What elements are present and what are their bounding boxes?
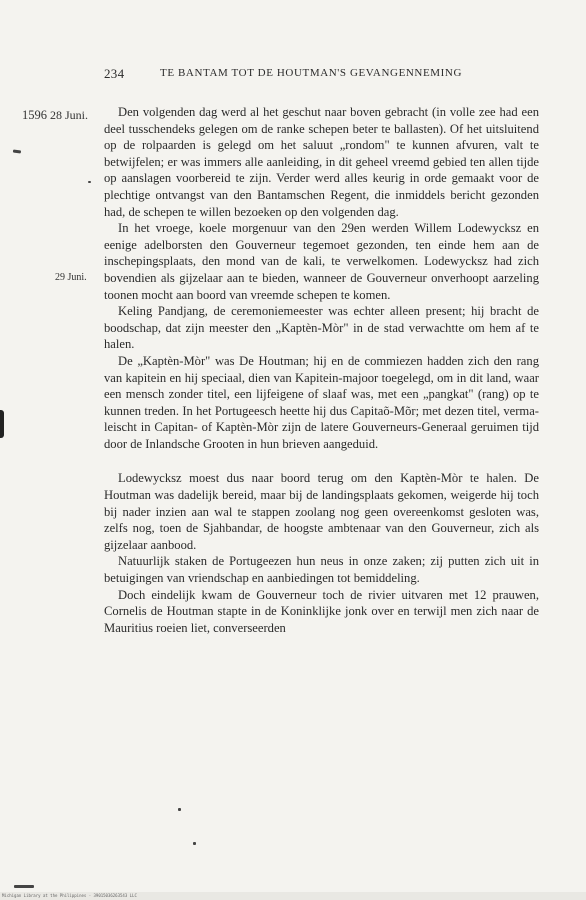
body-text [104, 104, 539, 636]
margin-note-29-june: 29 Juni. [55, 272, 87, 283]
paragraph-3: Keling Pandjang, de ceremoniemeester was echter alleen present; hij bracht de boodschap, dat zijn meester den „Kaptèn-Mòr" in de stad verwachtte om hem af te halen. [104, 304, 539, 352]
paragraph-2: In het vroege, koele morgenuur van den 29en werden Willem Lodewycksz en eenige adelborsten den Gouverneur tegemoet gezonden, ten einde hem aan de inschepingsplaats, den mond van de kali, te verwelkomen. Lodewycksz had zich bovendien als gijzelaar aan te bieden, wanneer de Gouverneur onverhoopt aarzeling toonen mocht aan boord van vreemde schepen te komen. [104, 221, 539, 302]
scan-footer-text: Michigan Library at the Philippines · 39015036263543 LLC [2, 893, 137, 898]
paragraph-6: Natuurlijk staken de Portugeezen hun neus in onze zaken; zij putten zich uit in betuigingen van vriendschap en aanbiedingen tot bemiddeling. [104, 554, 539, 586]
section-gap [104, 452, 539, 470]
scan-speck [193, 842, 196, 845]
margin-note-date-1 [22, 108, 88, 123]
paragraph-7: Doch eindelijk kwam de Gouverneur toch de rivier uitvaren met 12 prauwen, Cornelis de Houtman stapte in de Koninklijke jonk over en terwijl men zich naar de Mauritius roeien liet, converseerden [104, 587, 539, 635]
margin-note-28-june: 28 Juni. [50, 108, 89, 122]
running-title: TE BANTAM TOT DE HOUTMAN'S GEVANGENNEMING [160, 67, 463, 79]
paragraph-5: Lodewycksz moest dus naar boord terug om den Kaptèn-Mòr te halen. De Houtman was dadelijk bereid, maar bij de landingsplaats gekomen, weigerde hij toch bij nader inzien aan wal te stappen zoolang nog geen overeenkomst gesloten was, zelfs nog, toen de Sjahbandar, de hoogste ambtenaar van den Gouverneur, zich als gijzelaar aanbood. [104, 471, 539, 552]
scan-speck [88, 181, 91, 183]
scan-speck [14, 885, 34, 888]
margin-note-year: 1596 [22, 108, 47, 122]
paragraph-1: Den volgenden dag werd al het geschut naar boven gebracht (in volle zee had een deel tusschendeks gelegen om de ranke schepen beter te ballasten). Of het uitsluitend op de rolpaarden is gelegd om het saluut „rondom" te kunnen afvuren, valt te betwijfelen; er was immers alle aanleiding, in dit geheel vreemd gebied ten allen tijde op aanslagen voorbereid te zijn. Verder werd alles keurig in orde gemaakt voor de plechtige ontvangst van den Bantamschen Regent, die inmiddels bericht gezonden had, de schepen te willen bezoeken op den volgenden dag. [104, 105, 539, 219]
scan-speck [178, 808, 181, 811]
scan-speck [13, 149, 21, 153]
paragraph-4: De „Kaptèn-Mòr" was De Houtman; hij en de commiezen hadden zich den rang van kapitein en hij speciaal, dien van Kapitein-majoor toegelegd, om in dit land, waar een mensch zonder titel, een lijfeigene of slaaf was, met een „pangkat" (rang) op te kunnen treden. In het Portugeesch heette hij dus Capitaõ-Mõr; met dezen titel, vermaleischt in Capitan- of Kaptèn-Mòr zijn de latere Gouverneurs-Generaal geruimen tijd door de Inlandsche Grooten in hun brieven aangeduid. [104, 353, 539, 451]
page-number: 234 [104, 66, 125, 81]
binding-shadow [0, 410, 4, 438]
